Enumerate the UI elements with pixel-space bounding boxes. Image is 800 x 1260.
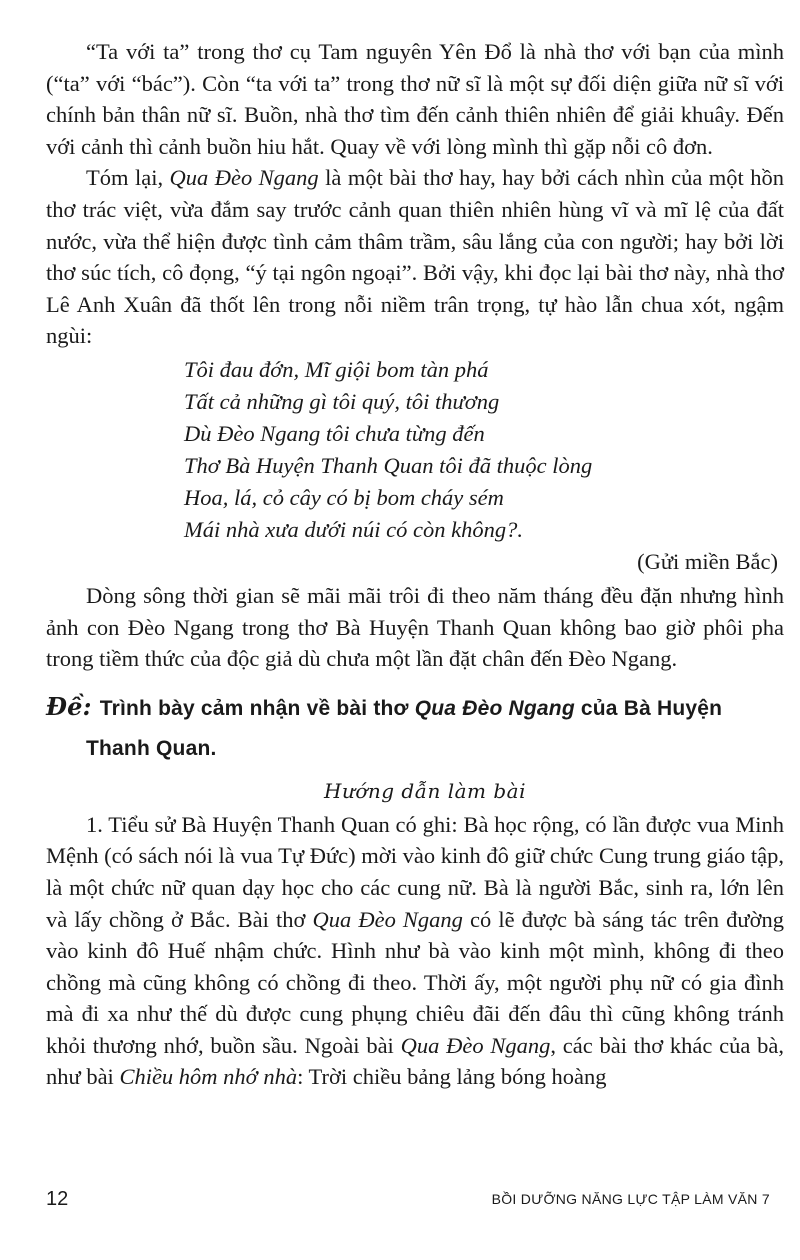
- book-title: BỒI DƯỠNG NĂNG LỰC TẬP LÀM VĂN 7: [491, 1191, 770, 1207]
- italic-title: Qua Đèo Ngang: [400, 1032, 551, 1058]
- essay-topic: [46, 687, 784, 769]
- guide-heading: Hướng dẫn làm bài: [324, 778, 526, 803]
- paragraph: [46, 809, 784, 1093]
- topic-label: Đề:: [46, 691, 92, 721]
- poem-quote: [46, 354, 784, 546]
- text-segment: : Trời chiều bảng lảng bóng hoàng: [297, 1064, 607, 1090]
- text-segment: có lẽ được bà sáng tác trên đường vào kinh đô Huế nhậm chức. Hình như bà vào kinh một mình, không đi theo chồng mà cũng không có chồng đi theo. Thời ấy, một người phụ nữ có gia đình mà đi xa như thế dù được cung phụng chiêu đãi đến đâu thì cũng không tránh khỏi thương nhớ, buồn sầu. Ngoài bài: [46, 906, 784, 1058]
- topic-italic-title: Qua Đèo Ngang: [414, 696, 575, 720]
- italic-title: Qua Đèo Ngang: [312, 906, 463, 932]
- text-segment: Tóm lại,: [86, 165, 170, 191]
- paragraph: [46, 36, 784, 162]
- poem-line: Thơ Bà Huyện Thanh Quan tôi đã thuộc lòng: [184, 452, 593, 478]
- text-segment: , các bài thơ khác của bà, như bài: [46, 1032, 784, 1090]
- poem-source: (Gửi miền Bắc): [637, 548, 778, 574]
- page-footer: [46, 1184, 770, 1214]
- topic-second-line: Thanh Quan.: [86, 736, 217, 760]
- topic-text: Trình bày cảm nhận về bài thơ: [99, 696, 415, 720]
- text-segment: “Ta với ta” trong thơ cụ Tam nguyên Yên Đổ là nhà thơ với bạn của mình (“ta” với “bác”). Còn “ta với ta” trong thơ nữ sĩ là một sự đối diện giữa nữ sĩ với chính bản thân nữ sĩ. Buồn, nhà thơ tìm đến cảnh thiên nhiên để giải khuây. Đến với cảnh thì cảnh buồn hiu hắt. Quay về với lòng mình thì gặp nỗi cô đơn.: [46, 39, 784, 159]
- page-content: [46, 36, 784, 1093]
- poem-line: Tôi đau đớn, Mĩ giội bom tàn phá: [184, 356, 489, 382]
- poem-line: Mái nhà xưa dưới núi có còn không?.: [184, 516, 523, 542]
- text-segment: là một bài thơ hay, hay bởi cách nhìn của một hồn thơ trác việt, vừa đắm say trước cảnh quan thiên nhiên hùng vĩ và mĩ lệ của đất nước, vừa thể hiện được tình cảm thâm trầm, sâu lắng của con người; hay bởi lời thơ súc tích, cô đọng, “ý tại ngôn ngoại”. Bởi vậy, khi đọc lại bài thơ này, nhà thơ Lê Anh Xuân đã thốt lên trong nỗi niềm trân trọng, tự hào lẫn chua xót, ngậm ngùi:: [46, 165, 784, 349]
- poem-line: Tất cả những gì tôi quý, tôi thương: [184, 388, 500, 414]
- poem-line: Dù Đèo Ngang tôi chưa từng đến: [184, 420, 485, 446]
- paragraphs-middle: [46, 580, 784, 675]
- paragraph: [46, 580, 784, 675]
- italic-title: Chiều hôm nhớ nhà: [119, 1064, 298, 1090]
- italic-title: Qua Đèo Ngang: [169, 165, 319, 191]
- page-number: 12: [46, 1187, 69, 1210]
- paragraphs-top: [46, 36, 784, 352]
- paragraph: [46, 162, 784, 352]
- topic-text: của Bà Huyện: [574, 696, 723, 720]
- text-segment: Dòng sông thời gian sẽ mãi mãi trôi đi theo năm tháng đều đặn nhưng hình ảnh con Đèo Ngang trong thơ Bà Huyện Thanh Quan không bao giờ phôi pha trong tiềm thức của độc giả dù chưa một lần đặt chân đến Đèo Ngang.: [46, 582, 784, 672]
- poem-line: Hoa, lá, cỏ cây có bị bom cháy sém: [184, 484, 504, 510]
- text-segment: 1. Tiểu sử Bà Huyện Thanh Quan có ghi: Bà học rộng, có lần được vua Minh Mệnh (có sách nói là vua Tự Đức) mời vào kinh đô giữ chức Cung trung giáo tập, là một chức nữ quan dạy học cho các cung nữ. Bà là người Bắc, sinh ra, lớn lên và lấy chồng ở Bắc. Bài thơ: [46, 811, 784, 932]
- paragraphs-bottom: [46, 809, 784, 1093]
